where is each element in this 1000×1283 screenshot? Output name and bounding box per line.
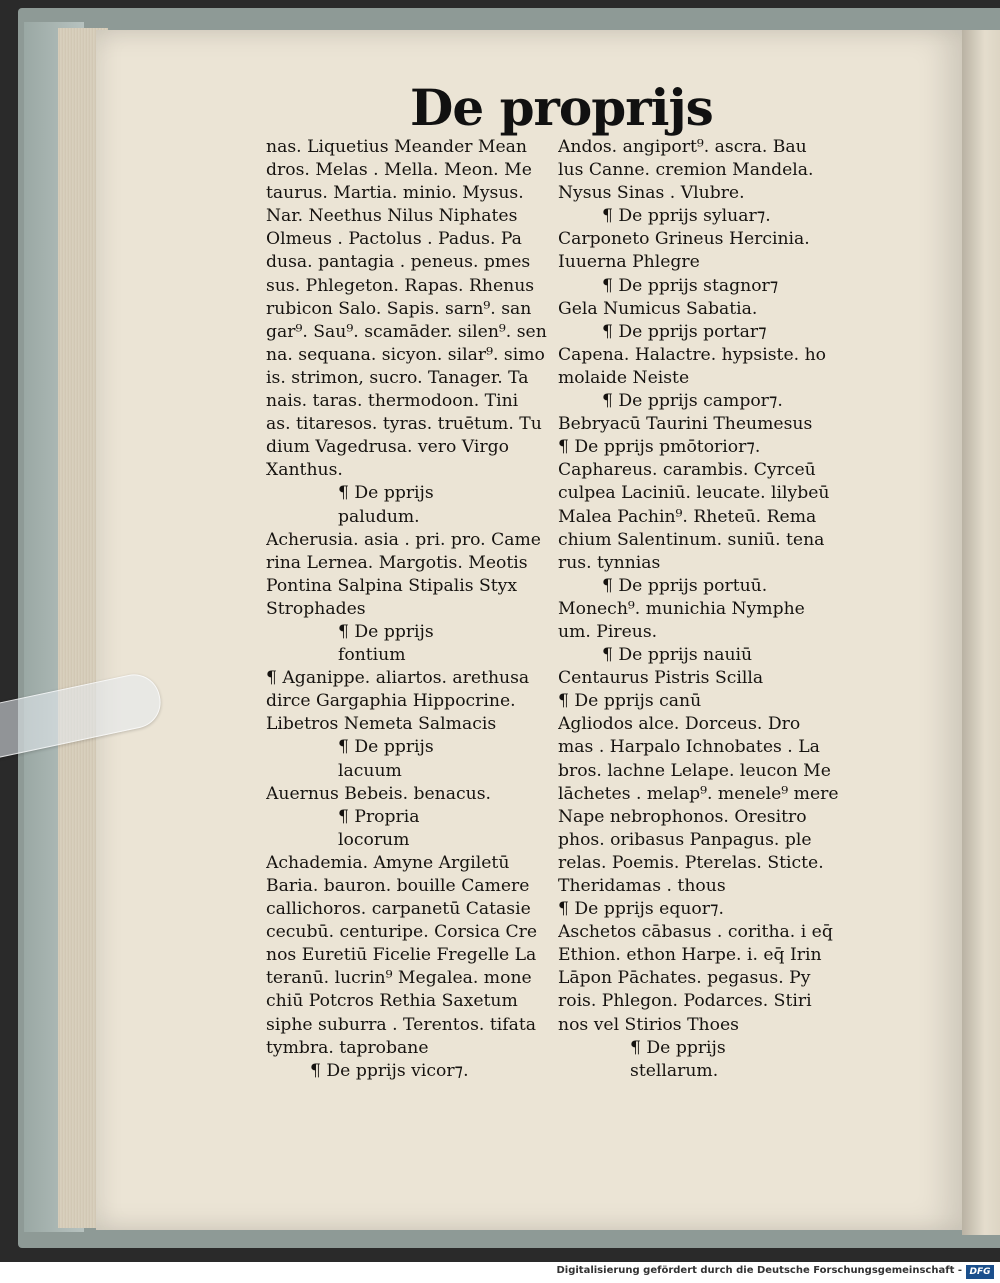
- text-line: dium Vagedrusa. vero Virgo: [266, 437, 509, 458]
- right-text-column: [558, 136, 848, 1083]
- text-line: locorum: [338, 829, 410, 850]
- text-line: Ethion. ethon Harpe. i. eq̄ Irin: [558, 945, 822, 966]
- text-line: bros. lachne Lelape. leucon Me: [558, 760, 831, 781]
- text-line: ¶ De pprijs vicor⁊.: [310, 1060, 469, 1081]
- text-line: Nape nebrophonos. Oresitro: [558, 806, 807, 827]
- dfg-logo: DFG: [966, 1265, 994, 1279]
- text-line: Carponeto Grineus Hercinia.: [558, 229, 810, 250]
- text-line: Agliodos alce. Dorceus. Dro: [558, 714, 801, 735]
- text-line: as. titaresos. tyras. truētum. Tu: [266, 414, 542, 435]
- text-line: ¶ De pprijs: [338, 737, 434, 758]
- text-line: Iuuerna Phlegre: [558, 252, 700, 273]
- text-line: tymbra. taprobane: [266, 1037, 429, 1058]
- text-line: Libetros Nemeta Salmacis: [266, 714, 497, 735]
- text-line: Pontina Salpina Stipalis Styx: [266, 575, 518, 596]
- text-line: callichoros. carpanetū Catasie: [266, 899, 531, 920]
- text-line: rubicon Salo. Sapis. sarn⁹. san: [266, 298, 532, 319]
- text-line: dusa. pantagia . peneus. pmes: [266, 252, 531, 273]
- text-line: Gela Numicus Sabatia.: [558, 298, 758, 319]
- text-line: Andos. angiport⁹. ascra. Bau: [558, 137, 807, 157]
- text-line: na. sequana. sicyon. silar⁹. simo: [266, 344, 545, 365]
- right-page-edge: [962, 30, 1000, 1235]
- text-line: Aschetos cābasus . coritha. i eq̄: [558, 922, 833, 943]
- text-line: mas . Harpalo Ichnobates . La: [558, 737, 820, 758]
- text-line: stellarum.: [630, 1060, 719, 1081]
- text-line: siphe suburra . Terentos. tifata: [266, 1014, 536, 1035]
- text-line: dros. Melas . Mella. Meon. Me: [266, 160, 532, 181]
- text-line: culpea Laciniū. leucate. lilybeū: [558, 483, 830, 504]
- text-line: fontium: [338, 645, 406, 666]
- footer-bar: [0, 1262, 1000, 1283]
- page-heading: De proprijs: [410, 78, 713, 137]
- left-text-column: [266, 136, 548, 1083]
- text-line: ¶ De pprijs: [338, 621, 434, 642]
- text-line: lacuum: [338, 760, 402, 781]
- text-line: chiū Potcros Rethia Saxetum: [266, 991, 518, 1012]
- text-line: relas. Poemis. Pterelas. Sticte.: [558, 852, 824, 873]
- text-line: rus. tynnias: [558, 552, 661, 573]
- text-line: Olmeus . Pactolus . Padus. Pa: [266, 229, 522, 250]
- text-line: Caphareus. carambis. Cyrceū: [558, 460, 816, 481]
- text-line: Baria. bauron. bouille Camere: [266, 876, 530, 896]
- text-line: chium Salentinum. suniū. tena: [558, 529, 825, 550]
- text-line: is. strimon, sucro. Tanager. Ta: [266, 367, 529, 388]
- text-line: molaide Neiste: [558, 367, 690, 388]
- text-line: nos Euretiū Ficelie Fregelle La: [266, 945, 537, 966]
- text-line: lāchetes . melap⁹. menele⁹ mere: [558, 783, 839, 804]
- text-line: ¶ De pprijs equor⁊.: [558, 899, 724, 920]
- text-line: Achademia. Amyne Argiletū: [266, 852, 510, 873]
- footer-credit: Digitalisierung gefördert durch die Deutsche Forschungsgemeinschaft -: [556, 1265, 962, 1276]
- text-line: taurus. Martia. minio. Mysus.: [266, 183, 524, 204]
- text-line: ¶ Propria: [338, 806, 420, 827]
- text-line: ¶ De pprijs: [630, 1037, 726, 1058]
- text-line: um. Pireus.: [558, 621, 658, 642]
- text-line: dirce Gargaphia Hippocrine.: [266, 691, 516, 712]
- text-line: ¶ De pprijs syluar⁊.: [602, 206, 771, 227]
- text-line: lus Canne. cremion Mandela.: [558, 160, 814, 181]
- text-line: ¶ De pprijs nauiū: [602, 645, 753, 666]
- text-line: Auernus Bebeis. benacus.: [266, 783, 491, 804]
- text-line: ¶ De pprijs canū: [558, 691, 702, 712]
- text-line: Capena. Halactre. hypsiste. ho: [558, 344, 826, 365]
- text-line: rina Lernea. Margotis. Meotis: [266, 552, 528, 573]
- text-line: sus. Phlegeton. Rapas. Rhenus: [266, 275, 535, 296]
- text-line: Strophades: [266, 598, 366, 619]
- text-line: nas. Liquetius Meander Mean: [266, 137, 528, 157]
- text-line: ¶ De pprijs campor⁊.: [602, 391, 783, 412]
- text-line: ¶ De pprijs stagnor⁊: [602, 275, 779, 296]
- text-line: Malea Pachin⁹. Rheteū. Rema: [558, 506, 817, 527]
- text-line: rois. Phlegon. Podarces. Stiri: [558, 991, 812, 1012]
- text-line: gar⁹. Sau⁹. scamāder. silen⁹. sen: [266, 321, 547, 342]
- text-line: Lāpon Pāchates. pegasus. Py: [558, 968, 811, 989]
- text-line: ¶ De pprijs: [338, 483, 434, 504]
- text-line: Monech⁹. munichia Nymphe: [558, 598, 805, 619]
- text-line: Bebryacū Taurini Theumesus: [558, 414, 813, 435]
- text-line: Acherusia. asia . pri. pro. Came: [266, 529, 541, 550]
- text-line: cecubū. centuripe. Corsica Cre: [266, 922, 538, 943]
- text-line: Nysus Sinas . Vlubre.: [558, 183, 745, 204]
- text-line: paludum.: [338, 506, 420, 527]
- text-line: Xanthus.: [266, 460, 343, 481]
- text-line: Centaurus Pistris Scilla: [558, 668, 764, 689]
- text-line: phos. oribasus Panpagus. ple: [558, 829, 812, 850]
- text-line: ¶ De pprijs portuū.: [602, 575, 768, 596]
- text-line: ¶ Aganippe. aliartos. arethusa: [266, 668, 530, 689]
- text-line: nais. taras. thermodoon. Tini: [266, 391, 519, 412]
- text-line: nos vel Stirios Thoes: [558, 1014, 739, 1035]
- text-line: teranū. lucrin⁹ Megalea. mone: [266, 968, 532, 989]
- text-line: ¶ De pprijs portar⁊: [602, 321, 767, 342]
- text-line: ¶ De pprijs pmōtorior⁊.: [558, 437, 761, 458]
- text-line: Theridamas . thous: [558, 876, 726, 896]
- text-line: Nar. Neethus Nilus Niphates: [266, 206, 518, 227]
